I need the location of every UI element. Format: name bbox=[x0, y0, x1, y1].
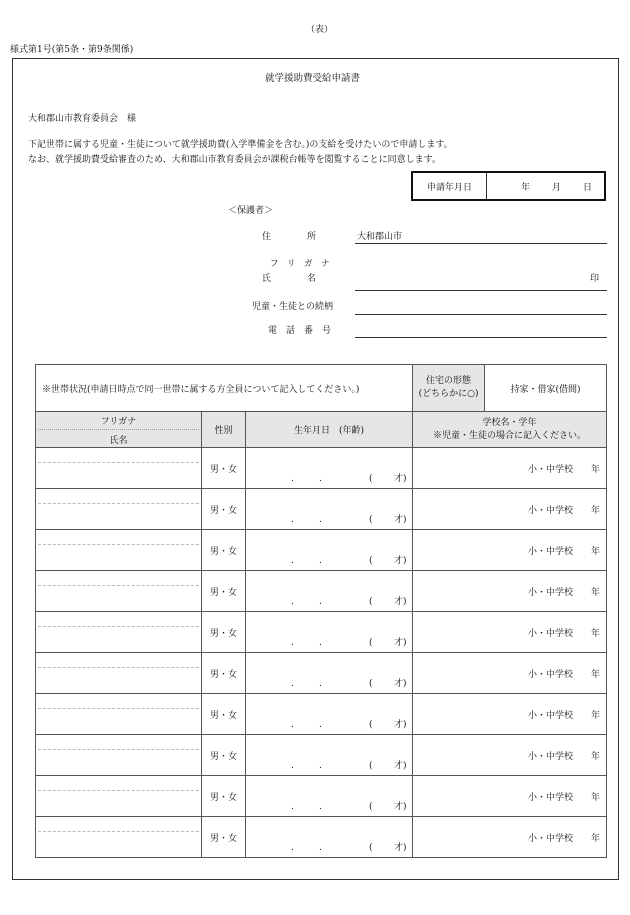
member-birthdate[interactable] bbox=[246, 530, 413, 571]
member-school[interactable]: 小・中学校 年 bbox=[413, 448, 607, 489]
birth-dot-1: . bbox=[291, 474, 294, 484]
age-open: ( bbox=[369, 556, 373, 566]
age-close: 才) bbox=[394, 556, 407, 566]
guardian-name-label: 氏 名 bbox=[262, 274, 317, 284]
member-birthdate[interactable] bbox=[246, 448, 413, 489]
member-school[interactable]: 小・中学校 年 bbox=[413, 776, 607, 817]
gender-column-header: 性別 bbox=[202, 412, 246, 448]
member-school[interactable]: 小・中学校 年 bbox=[413, 571, 607, 612]
age-close: 才) bbox=[394, 638, 407, 648]
birth-dot-2: . bbox=[319, 843, 322, 853]
member-name-cell[interactable] bbox=[36, 489, 202, 530]
application-date-box[interactable] bbox=[411, 171, 606, 201]
member-birthdate[interactable] bbox=[246, 571, 413, 612]
table-row bbox=[36, 735, 607, 776]
member-gender[interactable]: 男・女 bbox=[202, 489, 246, 530]
birth-dot-2: . bbox=[319, 515, 322, 525]
member-name-cell[interactable] bbox=[36, 817, 202, 858]
table-row bbox=[36, 776, 607, 817]
age-open: ( bbox=[369, 679, 373, 689]
member-school[interactable]: 小・中学校 年 bbox=[413, 817, 607, 858]
household-table bbox=[35, 364, 607, 858]
member-birthdate[interactable] bbox=[246, 817, 413, 858]
school-column-header-2: ※児童・生徒の場合に記入ください。 bbox=[433, 430, 587, 441]
age-open: ( bbox=[369, 761, 373, 771]
table-row bbox=[36, 489, 607, 530]
age-close: 才) bbox=[394, 474, 407, 484]
member-name-cell[interactable] bbox=[36, 776, 202, 817]
table-row bbox=[36, 817, 607, 858]
member-gender[interactable]: 男・女 bbox=[202, 653, 246, 694]
age-open: ( bbox=[369, 720, 373, 730]
birth-dot-1: . bbox=[291, 761, 294, 771]
phone-label: 電 話 番 号 bbox=[268, 326, 332, 336]
housing-type-label-2: (どちらかに○) bbox=[418, 389, 479, 399]
relation-underline[interactable] bbox=[355, 314, 607, 315]
household-note: ※世帯状況(申請日時点で同一世帯に属する方全員について記入してください。) bbox=[36, 365, 413, 412]
member-gender[interactable]: 男・女 bbox=[202, 571, 246, 612]
address-underline bbox=[355, 243, 607, 244]
member-name-cell[interactable] bbox=[36, 448, 202, 489]
age-open: ( bbox=[369, 843, 373, 853]
member-birthdate[interactable] bbox=[246, 489, 413, 530]
furigana-column-header: フリガナ bbox=[38, 414, 199, 430]
member-gender[interactable]: 男・女 bbox=[202, 735, 246, 776]
member-birthdate[interactable] bbox=[246, 653, 413, 694]
household-member-rows bbox=[36, 448, 607, 858]
age-close: 才) bbox=[394, 679, 407, 689]
guardian-heading: ＜保護者＞ bbox=[228, 206, 274, 216]
member-name-cell[interactable] bbox=[36, 735, 202, 776]
school-column-header bbox=[413, 412, 607, 448]
member-birthdate[interactable] bbox=[246, 776, 413, 817]
furigana-divider bbox=[38, 544, 199, 545]
month-unit: 月 bbox=[551, 182, 561, 193]
table-row bbox=[36, 612, 607, 653]
furigana-divider bbox=[38, 790, 199, 791]
birth-dot-1: . bbox=[291, 515, 294, 525]
address-label: 住 所 bbox=[262, 232, 317, 242]
birth-dot-1: . bbox=[291, 679, 294, 689]
age-close: 才) bbox=[394, 843, 407, 853]
age-open: ( bbox=[369, 802, 373, 812]
table-row bbox=[36, 571, 607, 612]
application-date-label: 申請年月日 bbox=[413, 173, 487, 199]
table-row bbox=[36, 448, 607, 489]
statement-line-1: 下記世帯に属する児童・生徒について就学援助費(入学準備金を含む。)の支給を受けたいので申請します。 bbox=[28, 140, 453, 150]
furigana-divider bbox=[38, 503, 199, 504]
form-number: 様式第1号(第5条・第9条関係) bbox=[10, 45, 134, 55]
birth-dot-1: . bbox=[291, 556, 294, 566]
furigana-divider bbox=[38, 831, 199, 832]
birth-dot-1: . bbox=[291, 802, 294, 812]
school-column-header-1: 学校名・学年 bbox=[482, 417, 537, 428]
birthdate-column-header: 生年月日 (年齢) bbox=[246, 412, 413, 448]
birth-dot-2: . bbox=[319, 474, 322, 484]
member-name-cell[interactable] bbox=[36, 653, 202, 694]
table-row bbox=[36, 653, 607, 694]
furigana-label: フ リ ガ ナ bbox=[270, 259, 330, 269]
page-side-label: （表） bbox=[306, 25, 334, 35]
birth-dot-2: . bbox=[319, 556, 322, 566]
year-unit: 年 bbox=[520, 182, 530, 193]
member-name-cell[interactable] bbox=[36, 571, 202, 612]
member-school[interactable]: 小・中学校 年 bbox=[413, 489, 607, 530]
housing-type-label bbox=[413, 365, 485, 412]
day-unit: 日 bbox=[582, 182, 592, 193]
furigana-divider bbox=[38, 667, 199, 668]
age-open: ( bbox=[369, 474, 373, 484]
member-gender[interactable]: 男・女 bbox=[202, 817, 246, 858]
phone-underline[interactable] bbox=[355, 337, 607, 338]
age-close: 才) bbox=[394, 597, 407, 607]
statement-line-2: なお、就学援助費受給審査のため、大和郡山市教育委員会が課税台帳等を閲覧することに同意します。 bbox=[28, 155, 441, 165]
member-school[interactable]: 小・中学校 年 bbox=[413, 735, 607, 776]
birth-dot-2: . bbox=[319, 761, 322, 771]
housing-type-options[interactable]: 持家・借家(借間) bbox=[485, 365, 607, 412]
addressee: 大和郡山市教育委員会 様 bbox=[28, 114, 137, 124]
table-row bbox=[36, 530, 607, 571]
furigana-divider bbox=[38, 462, 199, 463]
relation-label: 児童・生徒との続柄 bbox=[252, 302, 334, 312]
member-school[interactable]: 小・中学校 年 bbox=[413, 653, 607, 694]
furigana-divider bbox=[38, 708, 199, 709]
age-close: 才) bbox=[394, 761, 407, 771]
member-name-cell[interactable] bbox=[36, 612, 202, 653]
furigana-divider bbox=[38, 749, 199, 750]
member-birthdate[interactable] bbox=[246, 735, 413, 776]
birth-dot-1: . bbox=[291, 597, 294, 607]
address-value[interactable]: 大和郡山市 bbox=[357, 232, 403, 242]
member-name-cell[interactable] bbox=[36, 694, 202, 735]
age-open: ( bbox=[369, 597, 373, 607]
member-gender[interactable]: 男・女 bbox=[202, 694, 246, 735]
housing-type-label-1: 住宅の形態 bbox=[426, 376, 472, 386]
age-open: ( bbox=[369, 638, 373, 648]
furigana-divider bbox=[38, 585, 199, 586]
birth-dot-2: . bbox=[319, 638, 322, 648]
application-date-field[interactable] bbox=[487, 173, 604, 199]
furigana-divider bbox=[38, 626, 199, 627]
age-close: 才) bbox=[394, 515, 407, 525]
member-gender[interactable]: 男・女 bbox=[202, 448, 246, 489]
birth-dot-1: . bbox=[291, 638, 294, 648]
member-school[interactable]: 小・中学校 年 bbox=[413, 694, 607, 735]
member-gender[interactable]: 男・女 bbox=[202, 776, 246, 817]
age-open: ( bbox=[369, 515, 373, 525]
birth-dot-2: . bbox=[319, 679, 322, 689]
member-school[interactable]: 小・中学校 年 bbox=[413, 612, 607, 653]
age-close: 才) bbox=[394, 802, 407, 812]
seal-mark: 印 bbox=[590, 274, 600, 284]
member-birthdate[interactable] bbox=[246, 612, 413, 653]
member-gender[interactable]: 男・女 bbox=[202, 612, 246, 653]
name-column-header-label: 氏名 bbox=[109, 435, 128, 446]
birth-dot-1: . bbox=[291, 843, 294, 853]
birth-dot-2: . bbox=[319, 720, 322, 730]
member-birthdate[interactable] bbox=[246, 694, 413, 735]
birth-dot-2: . bbox=[319, 597, 322, 607]
member-school[interactable]: 小・中学校 年 bbox=[413, 530, 607, 571]
age-close: 才) bbox=[394, 720, 407, 730]
birth-dot-2: . bbox=[319, 802, 322, 812]
name-column-header bbox=[36, 412, 202, 448]
form-title: 就学援助費受給申請書 bbox=[265, 73, 361, 84]
member-gender[interactable]: 男・女 bbox=[202, 530, 246, 571]
birth-dot-1: . bbox=[291, 720, 294, 730]
table-row bbox=[36, 694, 607, 735]
name-underline[interactable] bbox=[355, 290, 607, 291]
member-name-cell[interactable] bbox=[36, 530, 202, 571]
